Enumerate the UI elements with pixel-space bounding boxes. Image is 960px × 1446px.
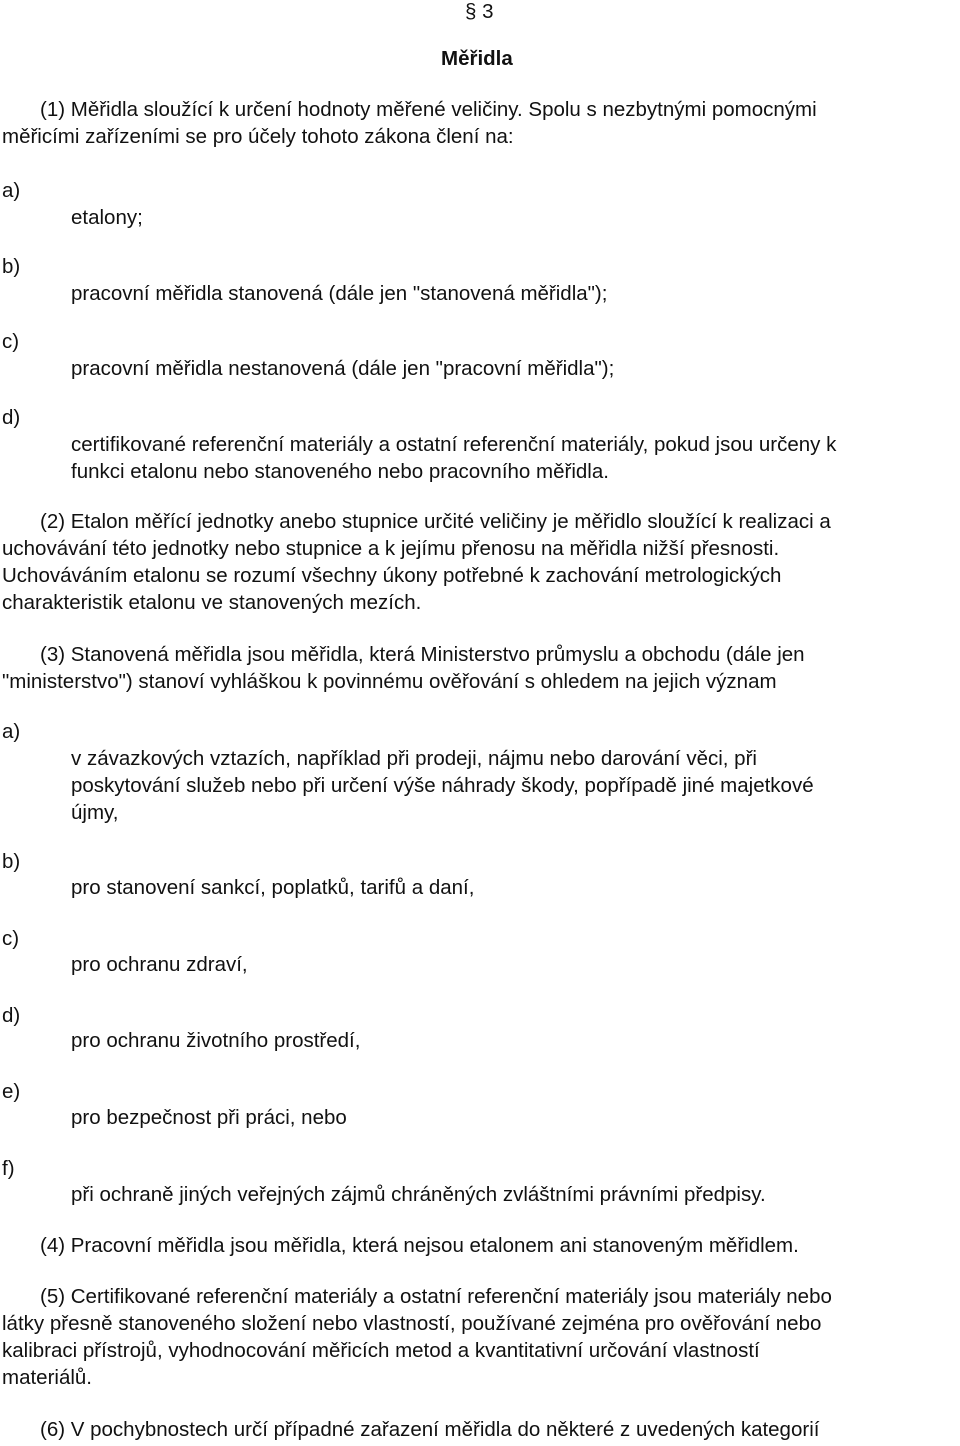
list-item-line: v závazkových vztazích, například při prodeji, nájmu nebo darování věci, při xyxy=(71,747,757,770)
paragraph-5 xyxy=(2,1283,958,1391)
paragraph-line: (4) Pracovní měřidla jsou měřidla, která nejsou etalonem ani stanoveným měřidlem. xyxy=(40,1234,799,1257)
list-item-label: b) xyxy=(2,255,21,278)
list-item-label: c) xyxy=(2,330,20,353)
list-item-label: e) xyxy=(2,1080,21,1103)
list-item-label: c) xyxy=(2,927,20,950)
paragraph-line: (5) Certifikované referenční materiály a ostatní referenční materiály jsou materiály nebo xyxy=(40,1285,832,1308)
list-item-label: d) xyxy=(2,1004,21,1027)
paragraph-4 xyxy=(2,1232,958,1259)
list-item-label: b) xyxy=(2,850,21,873)
paragraph-2 xyxy=(2,508,958,616)
list-item-line: pro ochranu zdraví, xyxy=(71,953,248,976)
list-item-line: pracovní měřidla stanovená (dále jen "stanovená měřidla"); xyxy=(71,282,608,305)
list-item-text xyxy=(71,280,959,307)
list-item-line: při ochraně jiných veřejných zájmů chráněných zvláštními právními předpisy. xyxy=(71,1183,766,1206)
paragraph-line: měřicími zařízeními se pro účely tohoto zákona člení na: xyxy=(2,125,514,148)
list-item-label: d) xyxy=(2,406,21,429)
paragraph-line: "ministerstvo") stanoví vyhláškou k povinnému ověřování s ohledem na jejich význam xyxy=(2,670,777,693)
list-item-line: poskytování služeb nebo při určení výše náhrady škody, popřípadě jiné majetkové xyxy=(71,774,814,797)
list-item-line: etalony; xyxy=(71,206,143,229)
list-item-text xyxy=(71,1104,959,1131)
list-item-text xyxy=(71,745,959,826)
list-item-label: a) xyxy=(2,720,21,743)
list-item-text xyxy=(71,355,959,382)
list-item-line: pro stanovení sankcí, poplatků, tarifů a daní, xyxy=(71,876,475,899)
paragraph-line: látky přesně stanoveného složení nebo vlastností, používané zejména pro ověřování nebo xyxy=(2,1312,822,1335)
paragraph-6 xyxy=(2,1416,958,1443)
list-item-line: pro bezpečnost při práci, nebo xyxy=(71,1106,347,1129)
paragraph-line: kalibraci přístrojů, vyhodnocování měřicích metod a kvantitativní určování vlastností xyxy=(2,1339,760,1362)
paragraph-line: Uchováváním etalonu se rozumí všechny úkony potřebné k zachování metrologických xyxy=(2,564,782,587)
paragraph-line: (3) Stanovená měřidla jsou měřidla, která Ministerstvo průmyslu a obchodu (dále jen xyxy=(40,643,805,666)
list-item-line: certifikované referenční materiály a ostatní referenční materiály, pokud jsou určeny k xyxy=(71,433,837,456)
list-item-line: pracovní měřidla nestanovená (dále jen "pracovní měřidla"); xyxy=(71,357,615,380)
list-item-label: a) xyxy=(2,179,21,202)
paragraph-line: (1) Měřidla sloužící k určení hodnoty měřené veličiny. Spolu s nezbytnými pomocnými xyxy=(40,98,817,121)
list-item-label: f) xyxy=(2,1157,15,1180)
list-item-text xyxy=(71,1027,959,1054)
paragraph-3 xyxy=(2,641,958,695)
section-title: Měřidla xyxy=(441,47,513,70)
list-item-text xyxy=(71,874,959,901)
list-item-text xyxy=(71,431,959,485)
paragraph-1 xyxy=(2,96,958,150)
list-item-line: funkci etalonu nebo stanoveného nebo pracovního měřidla. xyxy=(71,460,609,483)
list-item-text xyxy=(71,951,959,978)
paragraph-line: (6) V pochybnostech určí případné zařazení měřidla do některé z uvedených kategorií xyxy=(40,1418,820,1441)
paragraph-line: charakteristik etalonu ve stanovených mezích. xyxy=(2,591,422,614)
paragraph-line: (2) Etalon měřící jednotky anebo stupnice určité veličiny je měřidlo sloužící k realizaci a xyxy=(40,510,831,533)
list-item-line: pro ochranu životního prostředí, xyxy=(71,1029,361,1052)
paragraph-line: uchovávání této jednotky nebo stupnice a k jejímu přenosu na měřidla nižší přesnosti. xyxy=(2,537,780,560)
list-item-text xyxy=(71,204,959,231)
paragraph-line: materiálů. xyxy=(2,1366,93,1389)
list-item-line: újmy, xyxy=(71,801,119,824)
list-item-text xyxy=(71,1181,959,1208)
section-number: § 3 xyxy=(465,0,494,23)
